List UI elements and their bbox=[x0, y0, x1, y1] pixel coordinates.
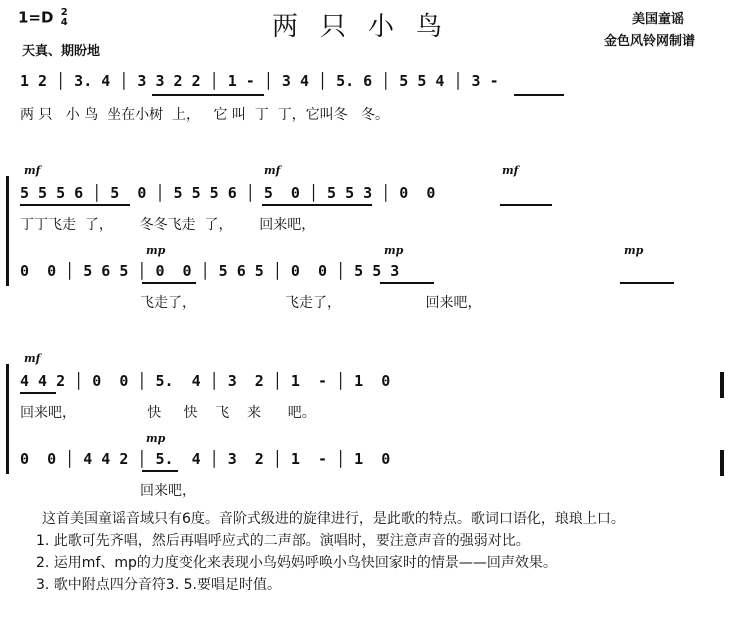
beam bbox=[20, 204, 130, 206]
dynamic-mp: mp bbox=[624, 244, 644, 257]
time-bottom: 4 bbox=[60, 17, 68, 28]
row2-upper-notes: 5 5 5 6 │ 5 0 │ 5 5 5 6 │ 5 0 │ 5 5 3 │ 0 0 bbox=[20, 184, 436, 202]
row3-lower-notes: 0 0 │ 4 4 2 │ 5. 4 │ 3 2 │ 1 - │ 1 0 bbox=[20, 450, 391, 468]
dynamic-mf: mf bbox=[502, 164, 519, 177]
beam bbox=[152, 94, 264, 96]
row3-upper-lyrics: 回来吧， 快 快 飞 来 吧。 bbox=[20, 405, 316, 421]
song-title: 两只小鸟 bbox=[272, 12, 465, 42]
row2-lower-lyrics: 飞走了， 飞走了， 回来吧， bbox=[140, 295, 482, 311]
row2-upper-lyrics: 丁丁飞走 了， 冬冬飞走 了， 回来吧， bbox=[20, 217, 316, 233]
beam bbox=[262, 204, 372, 206]
beam bbox=[142, 282, 196, 284]
note-3: 3. 歌中附点四分音符3. 5.要唱足时值。 bbox=[36, 577, 281, 593]
key-signature bbox=[18, 8, 68, 28]
note-2: 2. 运用mf、mp的力度变化来表现小鸟妈妈呼唤小鸟快回家时的情景——回声效果。 bbox=[36, 555, 557, 571]
final-barline bbox=[720, 372, 724, 398]
origin-label: 美国童谣 bbox=[632, 12, 685, 27]
beam bbox=[20, 392, 56, 394]
note-1: 1. 此歌可先齐唱，然后再唱呼应式的二声部。演唱时，要注意声音的强弱对比。 bbox=[36, 533, 530, 549]
dynamic-mf: mf bbox=[24, 164, 41, 177]
intro-paragraph: 这首美国童谣音域只有6度。音阶式级进的旋律进行，是此歌的特点。歌词口语化，琅琅上口。 bbox=[42, 511, 625, 527]
dynamic-mp: mp bbox=[146, 432, 166, 445]
row3-upper-notes: 4 4 2 │ 0 0 │ 5. 4 │ 3 2 │ 1 - │ 1 0 bbox=[20, 372, 391, 390]
beam bbox=[620, 282, 674, 284]
time-top: 2 bbox=[60, 7, 68, 18]
row1-lyrics: 两 只 小 鸟 坐在小树 上， 它 叫 丁 丁，它叫冬 冬。 bbox=[20, 107, 390, 123]
beam bbox=[500, 204, 552, 206]
system-brace bbox=[6, 176, 9, 286]
dynamic-mp: mp bbox=[384, 244, 404, 257]
beam bbox=[142, 470, 178, 472]
mood-marking: 天真、期盼地 bbox=[22, 44, 101, 59]
beam bbox=[380, 282, 434, 284]
row1-notes: 1 2 │ 3. 4 │ 3 3 2 2 │ 1 - │ 3 4 │ 5. 6 │ 5 5 4 │ 3 - bbox=[20, 72, 499, 90]
time-signature bbox=[61, 8, 68, 28]
commentary bbox=[14, 508, 730, 596]
system-brace bbox=[6, 364, 9, 474]
source-label: 金色风铃网制谱 bbox=[604, 34, 696, 49]
dynamic-mp: mp bbox=[146, 244, 166, 257]
key-label: 1=D bbox=[18, 8, 54, 27]
row3-lower-lyrics: 回来吧， bbox=[140, 483, 196, 499]
row2-lower-notes: 0 0 │ 5 6 5 │ 0 0 │ 5 6 5 │ 0 0 │ 5 5 3 bbox=[20, 262, 400, 280]
beam bbox=[514, 94, 564, 96]
dynamic-mf: mf bbox=[264, 164, 281, 177]
final-barline bbox=[720, 450, 724, 476]
dynamic-mf: mf bbox=[24, 352, 41, 365]
